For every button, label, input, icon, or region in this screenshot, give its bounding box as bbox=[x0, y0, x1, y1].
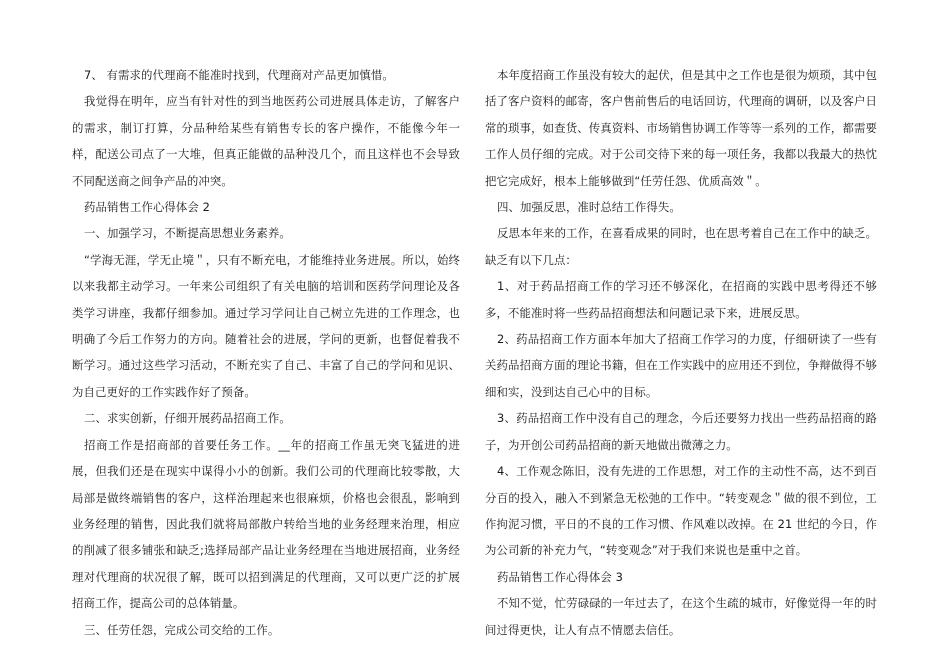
list-item: 3、药品招商工作中没有自己的理念，今后还要努力找出一些药品招商的路子，为开创公司药品招商的新天地做出微薄之力。 bbox=[485, 411, 877, 452]
list-item: 4、工作观念陈旧，没有先进的工作思想，对工作的主动性不高，达不到百分百的投入，融入不到紧急无松弛的工作中。“转变观念＂做的很不到位，工作拘泥习惯，平日的不良的工作习惯、作风难以改掉。在 21 世纪的今日，作为公司新的补充力气，“转变观念”对于我们来说也是重中之首。 bbox=[485, 464, 877, 558]
section-heading: 药品销售工作心得体会 2 bbox=[84, 200, 210, 215]
right-column bbox=[485, 62, 877, 643]
subsection-heading: 四、加强反思，准时总结工作得失。 bbox=[497, 200, 681, 215]
paragraph: 招商工作是招商部的首要任务工作。__年的招商工作虽无突飞猛进的进展，但我们还是在现实中谋得小小的创新。我们公司的代理商比较零散，大局部是做终端销售的客户，这样治理起来也很麻烦，价格也会很乱，影响到业务经理的销售，因此我们就将局部散户转给当地的业务经理来治理，相应的削减了很多铺张和缺乏;选择局部产品让业务经理在当地进展招商，业务经理对代理商的状况很了解，既可以招到满足的代理商，又可以更广泛的扩展招商工作，提高公司的总体销量。 bbox=[72, 437, 460, 611]
list-item: 1、对于药品招商工作的学习还不够深化，在招商的实践中思考得还不够多，不能准时将一些药品招商想法和问题记录下来，进展反思。 bbox=[485, 279, 877, 320]
paragraph: 不知不觉，忙劳碌碌的一年过去了，在这个生疏的城市，好像觉得一年的时间过得更快，让人有点不情愿去信任。 bbox=[485, 596, 877, 637]
subsection-heading: 一、加强学习，不断提高思想业务素养。 bbox=[84, 226, 291, 241]
subsection-heading: 三、任劳任怨，完成公司交给的工作。 bbox=[84, 622, 280, 637]
paragraph: 本年度招商工作虽没有较大的起伏，但是其中之工作也是很为烦琐，其中包括了客户资料的邮寄，客户售前售后的电话回访，代理商的调研，以及客户日常的琐事，如查货、传真资料、市场销售协调工作等等一系列的工作，都需要工作人员仔细的完成。对于公司交待下来的每一项任务，我都以我最大的热忱把它完成好，根本上能够做到“任劳任怨、优质高效＂。 bbox=[485, 68, 877, 188]
paragraph: 反思本年来的工作，在喜看成果的同时，也在思考着自己在工作中的缺乏。缺乏有以下几点： bbox=[485, 226, 877, 267]
paragraph: 7、 有需求的代理商不能准时找到，代理商对产品更加慎惜。 bbox=[84, 68, 394, 82]
left-column bbox=[72, 62, 460, 643]
section-heading: 药品销售工作心得体会 3 bbox=[497, 569, 623, 584]
paragraph: “学海无涯，学无止境＂，只有不断充电，才能维持业务进展。所以，始终以来我都主动学习。一年来公司组织了有关电脑的培训和医药学问理论及各类学习讲座，我都仔细参加。通过学习学问让自己树立先进的工作理念，也明确了今后工作努力的方向。随着社会的进展，学问的更新，也督促着我不断学习。通过这些学习活动，不断充实了自己、丰富了自己的学问和见识、为自己更好的工作实践作好了预备。 bbox=[72, 252, 460, 399]
subsection-heading: 二、求实创新，仔细开展药品招商工作。 bbox=[84, 411, 291, 426]
list-item: 2、药品招商工作方面本年加大了招商工作学习的力度，仔细研读了一些有关药品招商方面的理论书籍，但在工作实践中的应用还不到位，争辩做得不够细和实，没到达自己心中的目标。 bbox=[485, 332, 877, 399]
paragraph: 我觉得在明年，应当有针对性的到当地医药公司进展具体走访，了解客户的需求，制订打算，分品种给某些有销售专长的客户操作，不能像今年一样，配送公司点了一大堆，但真正能做的品种没几个，而且这样也不会导致不同配送商之间争产品的冲突。 bbox=[72, 94, 460, 188]
